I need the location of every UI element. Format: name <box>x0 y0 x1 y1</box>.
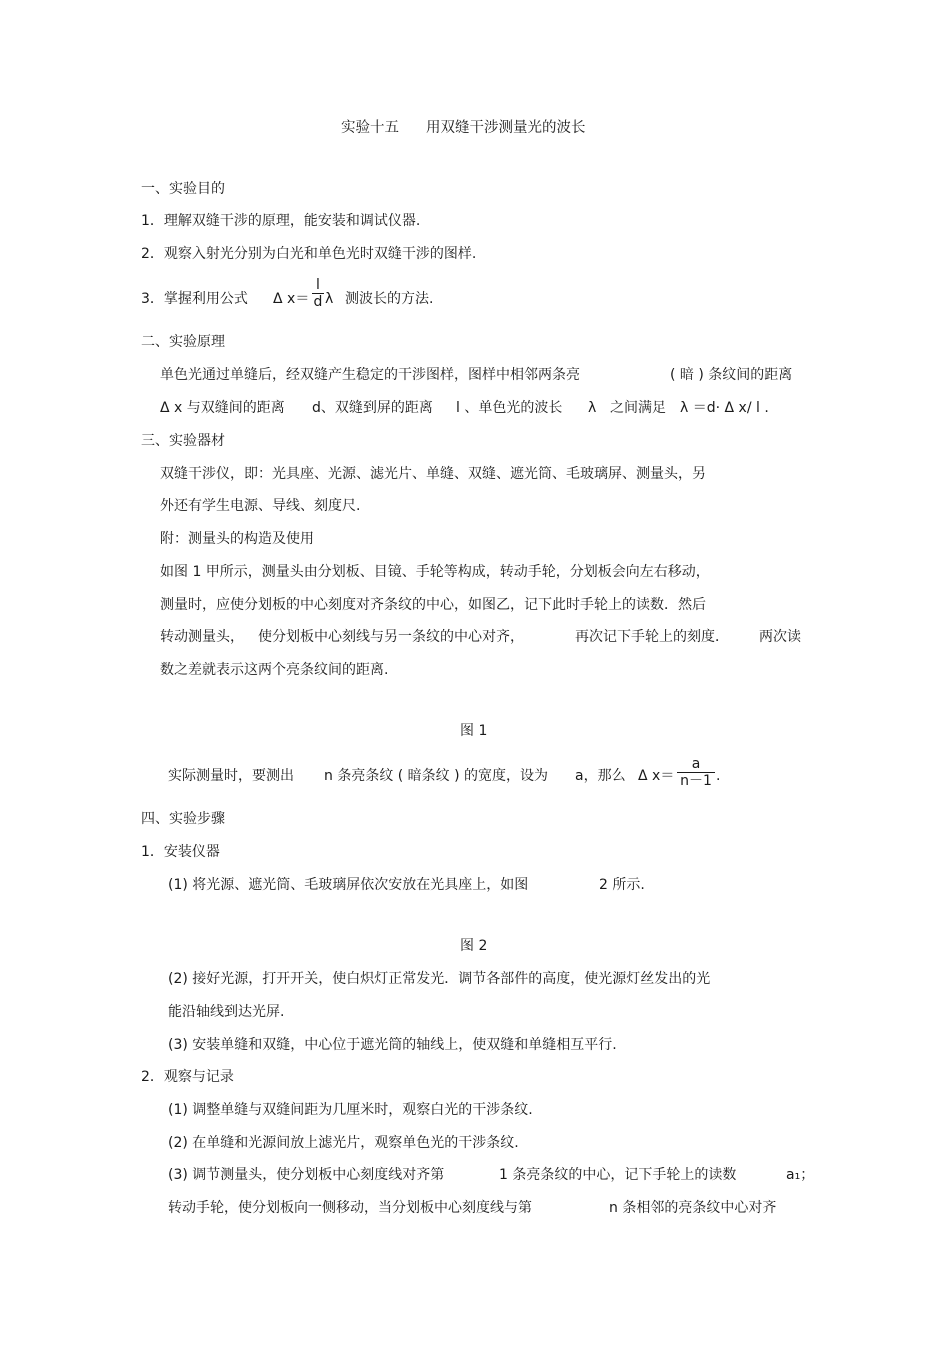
step-2-3a: (3) 调节测量头，使分划板中心刻度线对齐第 <box>168 1167 445 1183</box>
section-heading-principle: 二、实验原理 <box>141 334 225 350</box>
principle-line-2c: l 、单色光的波长 <box>456 400 563 416</box>
principle-line-1b: ( 暗 ) 条纹间的距离 <box>670 367 793 383</box>
purpose-item-2: 2．观察入射光分别为白光和单色光时双缝干涉的图样. <box>141 246 477 262</box>
step-2-4a: 转动手轮，使分划板向一侧移动，当分划板中心刻度线与第 <box>168 1200 532 1216</box>
step-2-4b: n 条相邻的亮条纹中心对齐 <box>609 1200 777 1216</box>
measure-line-b: n 条亮条纹 ( 暗条纹 ) 的宽度，设为 <box>324 768 549 784</box>
section-heading-equipment: 三、实验器材 <box>141 433 225 449</box>
equipment-line-6c: 再次记下手轮上的刻度． <box>575 629 729 645</box>
fraction-numerator: l <box>316 277 320 293</box>
principle-line-2d: λ <box>588 400 597 416</box>
equipment-line-1: 双缝干涉仪，即：光具座、光源、滤光片、单缝、双缝、遮光筒、毛玻璃屏、测量头，另 <box>160 466 706 482</box>
measure-formula-lhs: Δ x＝ <box>638 768 675 784</box>
step-2-2: (2) 在单缝和光源间放上滤光片，观察单色光的干涉条纹. <box>168 1135 519 1151</box>
measure-fraction <box>677 757 715 788</box>
step-2-heading: 2．观察与记录 <box>141 1069 234 1085</box>
principle-line-1a: 单色光通过单缝后，经双缝产生稳定的干涉图样，图样中相邻两条亮 <box>160 367 580 383</box>
equipment-line-7: 数之差就表示这两个亮条纹间的距离. <box>160 662 389 678</box>
equipment-line-4: 如图 1 甲所示，测量头由分划板、目镜、手轮等构成，转动手轮，分划板会向左右移动， <box>160 564 710 580</box>
page-title-right: 用双缝干涉测量光的波长 <box>426 120 586 136</box>
fraction-denominator: d <box>313 294 323 310</box>
measure-formula-end: . <box>716 768 721 784</box>
principle-formula: λ ＝d· Δ x/ l . <box>680 400 769 416</box>
step-1-heading: 1．安装仪器 <box>141 844 220 860</box>
equipment-note-heading: 附：测量头的构造及使用 <box>160 531 314 547</box>
step-2-3c: a₁； <box>786 1167 815 1183</box>
measure-line-a: 实际测量时，要测出 <box>168 768 294 784</box>
step-1-2b: 能沿轴线到达光屏. <box>168 1004 285 1020</box>
section-heading-steps: 四、实验步骤 <box>141 811 225 827</box>
figure-1-caption: 图 1 <box>460 723 488 739</box>
section-heading-purpose: 一、实验目的 <box>141 181 225 197</box>
equipment-line-6b: 使分划板中心刻线与另一条纹的中心对齐， <box>258 629 524 645</box>
figure-2-caption: 图 2 <box>460 938 488 954</box>
step-1-1a: (1) 将光源、遮光筒、毛玻璃屏依次安放在光具座上，如图 <box>168 877 529 893</box>
equipment-line-2: 外还有学生电源、导线、刻度尺. <box>160 498 361 514</box>
formula-lhs: Δ x＝ <box>273 291 310 307</box>
measure-line-c: a，那么 <box>575 768 626 784</box>
step-2-1: (1) 调整单缝与双缝间距为几厘米时，观察白光的干涉条纹. <box>168 1102 533 1118</box>
fraction-denominator: n－1 <box>680 773 712 789</box>
principle-line-2e: 之间满足 <box>610 400 666 416</box>
fraction-numerator: a <box>691 756 701 772</box>
principle-line-2b: d、双缝到屏的距离 <box>312 400 433 416</box>
step-1-2a: (2) 接好光源，打开开关，使白炽灯正常发光．调节各部件的高度，使光源灯丝发出的光 <box>168 971 711 987</box>
principle-line-2a: Δ x 与双缝间的距离 <box>160 400 285 416</box>
equipment-line-5: 测量时，应使分划板的中心刻度对齐条纹的中心，如图乙，记下此时手轮上的读数．然后 <box>160 597 706 613</box>
purpose-item-3-prefix: 3．掌握利用公式 <box>141 291 248 307</box>
equipment-line-6d: 两次读 <box>759 629 801 645</box>
equipment-line-6a: 转动测量头， <box>160 629 244 645</box>
purpose-item-3-suffix: 测波长的方法. <box>345 291 434 307</box>
step-1-1b: 2 所示. <box>599 877 645 893</box>
formula-fraction-l-over-d <box>312 278 324 309</box>
formula-lambda: λ <box>325 291 334 307</box>
page-title-left: 实验十五 <box>341 120 399 136</box>
step-1-3: (3) 安装单缝和双缝，中心位于遮光筒的轴线上，使双缝和单缝相互平行. <box>168 1037 617 1053</box>
step-2-3b: 1 条亮条纹的中心，记下手轮上的读数 <box>499 1167 737 1183</box>
purpose-item-1: 1．理解双缝干涉的原理，能安装和调试仪器. <box>141 213 421 229</box>
